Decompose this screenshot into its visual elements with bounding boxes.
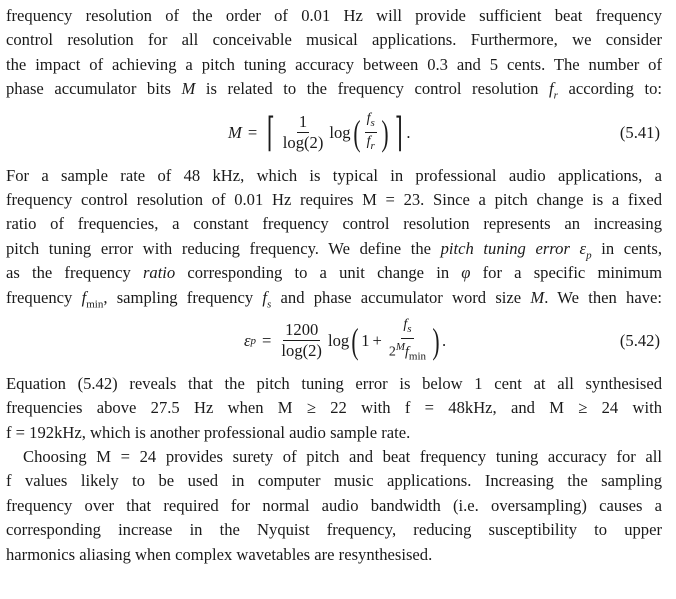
paragraph-4 (6, 445, 662, 567)
text-line: For a sample rate of 48 kHz, which is typical in professional audio applications, a (6, 165, 662, 185)
text-line: corresponding increase in the Nyquist frequency, reducing susceptibility to upper (6, 520, 662, 540)
text-line: harmonics aliasing when complex wavetables are resynthesised. (6, 544, 433, 564)
equation-body: M = ⌈ $\frac{1}{\log(2)}$ log ( $\frac{f_s}{f_r}$ ) ⌉ . (228, 109, 411, 155)
equation-5-42 (6, 310, 662, 372)
equation-body: ε p = $\frac{1200}{\log(2)}$ log ( 1 + $\frac{f_s}{2^Mf_{min}}$ ) . (244, 317, 447, 363)
text-line: phase accumulator bits M is related to the frequency control resolution $f_r$ according to: (6, 79, 662, 102)
paragraph-3 (6, 372, 662, 445)
ceil-right-bracket: ⌉ (394, 109, 403, 155)
inner-fraction: $\frac{f_s}{2^Mf_{min}}$ (388, 317, 427, 363)
ceil-left-bracket: ⌈ (267, 109, 275, 155)
text-line: pitch tuning error with reducing frequency. We define the pitch tuning error $\varepsilon_p$ in cents, (6, 238, 662, 262)
text-line: Equation (5.42) reveals that the pitch tuning error is below 1 cent at all synthesised (6, 373, 662, 393)
paragraph-2 (6, 164, 662, 310)
inner-fraction: $\frac{f_s}{f_r}$ (366, 111, 375, 152)
equation-5-41 (6, 102, 662, 164)
text-line: f values likely to be used in computer music applications. Increasing the sampling (6, 471, 662, 491)
text-line: the impact of achieving a pitch tuning accuracy between 0.3 and 5 cents. The number of (6, 54, 662, 74)
fraction: $\frac{1}{\log(2)}$ (282, 112, 324, 153)
text-line: frequency control resolution of 0.01 Hz requires M = 23. Since a pitch change is a fixed (6, 189, 662, 209)
text-line: ratio of frequencies, a constant frequency control resolution represents an increasing (6, 214, 662, 234)
equation-number: (5.42) (619, 330, 660, 350)
fraction: $\frac{1200}{\log(2)}$ (281, 320, 322, 361)
text-line: Choosing M = 24 provides surety of pitch and beat frequency tuning accuracy for all (23, 447, 662, 467)
text-line: f = 192kHz, which is another professional audio sample rate. (6, 422, 411, 442)
text-line: frequencies above 27.5 Hz when M ≥ 22 with f = 48kHz, and M ≥ 24 with (6, 398, 662, 418)
text-line: as the frequency ratio corresponding to a unit change in φ for a specific minimum (6, 263, 662, 283)
paragraph-1 (6, 4, 662, 102)
equation-number: (5.41) (619, 122, 660, 142)
text-line: control resolution for all conceivable musical applications. Furthermore, we consider (6, 30, 662, 50)
text-line: frequency resolution of the order of 0.01 Hz will provide sufficient beat frequency (6, 6, 662, 25)
paper-page (6, 4, 662, 567)
text-line: frequency $f_{min}$, sampling frequency $f_s$ and phase accumulator word size M. We then have: (6, 287, 662, 310)
text-line: frequency over that required for normal audio bandwidth (i.e. oversampling) causes a (6, 495, 662, 515)
